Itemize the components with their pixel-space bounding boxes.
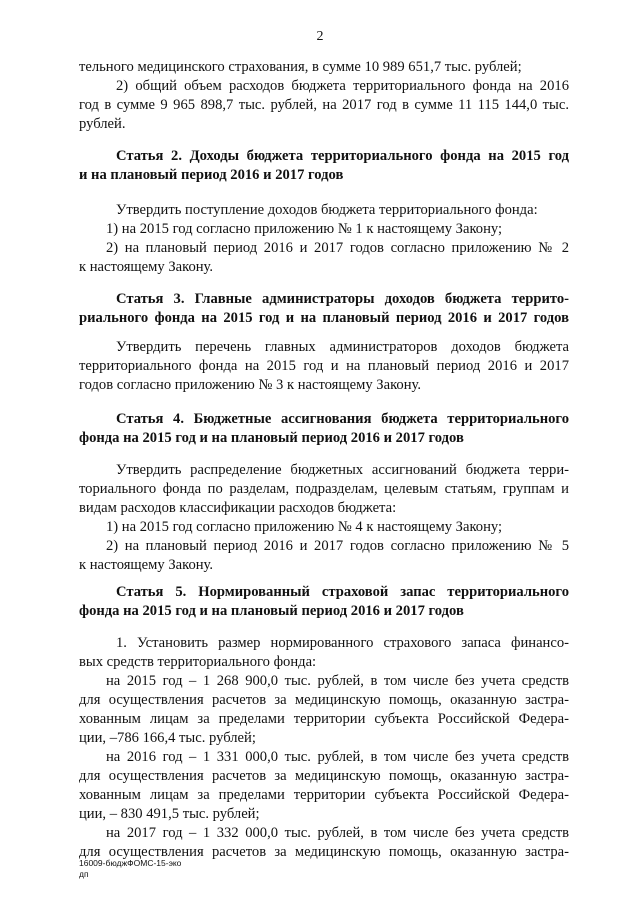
text-line: видам расходов классификации расходов бюджета: bbox=[79, 500, 397, 516]
text-line: 2) общий объем расходов бюджета территориального фонда на 2016 bbox=[116, 78, 569, 94]
article-2-title bbox=[79, 147, 569, 185]
text-line: Утвердить перечень главных администраторов доходов бюджета bbox=[116, 339, 569, 355]
article-heading-line: фонда на 2015 год и на плановый период 2016 и 2017 годов bbox=[79, 430, 464, 446]
text-line: год в сумме 9 965 898,7 тыс. рублей, на 2017 год в сумме 11 115 144,0 тыс. bbox=[79, 97, 569, 113]
text-line: на 2017 год – 1 332 000,0 тыс. рублей, в том числе без учета средств bbox=[106, 825, 569, 841]
article-4-body bbox=[79, 461, 569, 575]
text-line: на 2016 год – 1 331 000,0 тыс. рублей, в том числе без учета средств bbox=[106, 749, 569, 765]
text-line: к настоящему Закону. bbox=[79, 557, 214, 573]
text-line: Утвердить поступление доходов бюджета территориального фонда: bbox=[116, 202, 538, 218]
text-line: ции, – 830 491,5 тыс. рублей; bbox=[79, 806, 260, 822]
text-line: годов согласно приложению № 3 к настоящему Закону. bbox=[79, 377, 422, 393]
article-5-title bbox=[79, 583, 569, 621]
text-line: на 2015 год – 1 268 900,0 тыс. рублей, в том числе без учета средств bbox=[106, 673, 569, 689]
text-line: вых средств территориального фонда: bbox=[79, 654, 317, 670]
text-line: для осуществления расчетов за медицинскую помощь, оказанную застра- bbox=[79, 844, 569, 860]
footer-line: дп bbox=[79, 869, 89, 879]
text-line: для осуществления расчетов за медицинскую помощь, оказанную застра- bbox=[79, 768, 569, 784]
article-3-title bbox=[79, 290, 569, 328]
text-line: 2) на плановый период 2016 и 2017 годов согласно приложению № 2 bbox=[106, 240, 569, 256]
article-heading-line: и на плановый период 2016 и 2017 годов bbox=[79, 167, 344, 183]
text-line: 1. Установить размер нормированного страхового запаса финансо- bbox=[116, 635, 569, 651]
article-4-title bbox=[79, 410, 569, 448]
page-number: 2 bbox=[316, 29, 324, 44]
article-heading-line: фонда на 2015 год и на плановый период 2016 и 2017 годов bbox=[79, 603, 464, 619]
text-line: тельного медицинского страхования, в сумме 10 989 651,7 тыс. рублей; bbox=[79, 59, 522, 75]
text-line: 2) на плановый период 2016 и 2017 годов согласно приложению № 5 bbox=[106, 538, 569, 554]
article-heading-line: Статья 5. Нормированный страховой запас территориального bbox=[116, 584, 569, 600]
text-line: территориального фонда на 2015 год и на плановый период 2016 и 2017 bbox=[79, 358, 569, 374]
text-line: ториального фонда по разделам, подразделам, целевым статьям, группам и bbox=[79, 481, 569, 497]
article-2-body bbox=[79, 201, 569, 277]
article-5-body bbox=[79, 634, 569, 862]
text-line: к настоящему Закону. bbox=[79, 259, 214, 275]
article-heading-line: риального фонда на 2015 год и на плановый период 2016 и 2017 годов bbox=[79, 310, 569, 326]
text-line: 1) на 2015 год согласно приложению № 4 к настоящему Закону; bbox=[106, 519, 503, 535]
text-line: для осуществления расчетов за медицинскую помощь, оказанную застра- bbox=[79, 692, 569, 708]
article-heading-line: Статья 2. Доходы бюджета территориального фонда на 2015 год bbox=[116, 148, 569, 164]
footer-line: 16009-бюджФОМС-15-экo bbox=[79, 858, 182, 868]
text-line: хованным лицам за пределами территории субъекта Российской Федера- bbox=[79, 711, 569, 727]
text-line: Утвердить распределение бюджетных ассигнований бюджета терри- bbox=[116, 462, 569, 478]
article-heading-line: Статья 3. Главные администраторы доходов бюджета террито- bbox=[116, 291, 569, 307]
text-line: рублей. bbox=[79, 116, 126, 132]
text-line: 1) на 2015 год согласно приложению № 1 к настоящему Закону; bbox=[106, 221, 503, 237]
article-heading-line: Статья 4. Бюджетные ассигнования бюджета территориального bbox=[116, 411, 569, 427]
document-footer-code bbox=[79, 858, 181, 880]
text-line: ции, –786 166,4 тыс. рублей; bbox=[79, 730, 256, 746]
article-3-body bbox=[79, 338, 569, 395]
intro-text bbox=[79, 58, 569, 134]
text-line: хованным лицам за пределами территории субъекта Российской Федера- bbox=[79, 787, 569, 803]
